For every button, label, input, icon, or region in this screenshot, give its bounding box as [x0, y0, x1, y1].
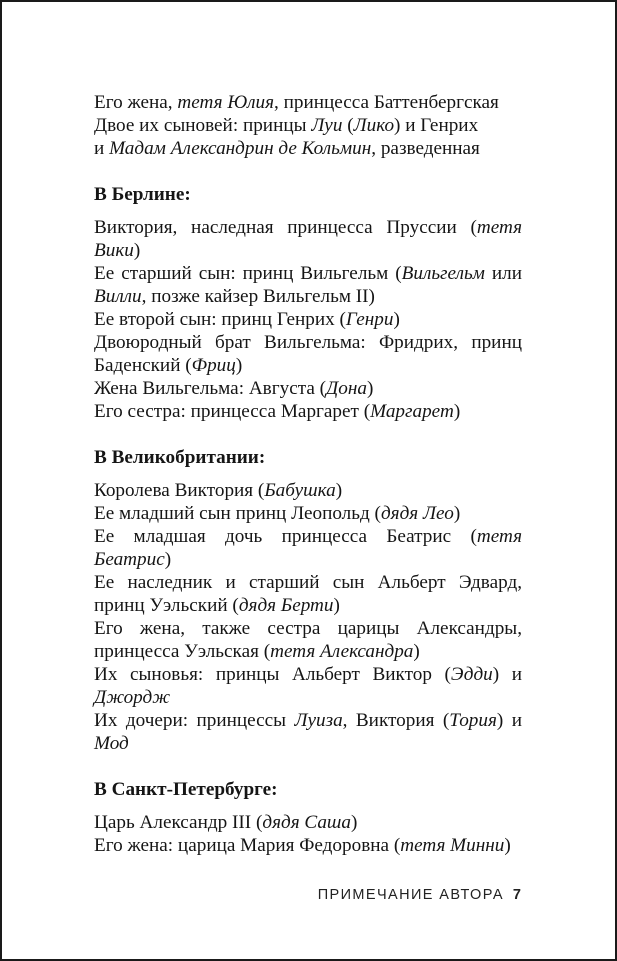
entry-line: [94, 525, 522, 571]
text-segment: , принцесса Баттенбергская: [274, 92, 499, 113]
text-segment: Царь Александр III (: [94, 812, 263, 833]
text-segment: , позже кайзер Вильгельм II): [141, 286, 375, 307]
page-number: 7: [512, 887, 521, 903]
italic-name: Луиза: [294, 710, 343, 731]
italic-name: тетя Вики: [94, 217, 522, 261]
text-segment: ): [453, 503, 461, 524]
text-segment: Ее младший сын принц Леопольд (: [94, 503, 381, 524]
text-segment: ): [351, 812, 358, 833]
page-footer: [318, 884, 521, 907]
section: [94, 446, 522, 755]
text-segment: Его жена, также сестра царицы Александры, принцесса Уэльская (: [94, 618, 522, 662]
text-segment: Ее второй сын: принц Генрих (: [94, 309, 346, 330]
text-segment: ): [133, 240, 141, 261]
italic-name: Мадам Александрин де Кольмин: [109, 138, 372, 159]
text-segment: или: [484, 263, 522, 284]
entry-line: [94, 216, 522, 262]
text-segment: Их сыновья: принцы Альберт Виктор (: [94, 664, 451, 685]
entry-line: [94, 834, 522, 857]
italic-name: Бабушка: [264, 480, 336, 501]
italic-name: Эдди: [450, 664, 493, 685]
entry-line: [94, 400, 522, 423]
section: [94, 91, 522, 160]
text-segment: ): [335, 480, 343, 501]
text-segment: (: [342, 115, 354, 136]
text-segment: ): [413, 641, 420, 662]
text-segment: ): [366, 378, 374, 399]
entry-line: [94, 331, 522, 377]
text-segment: Его жена: царица Мария Федоровна (: [94, 835, 401, 856]
italic-name: дядя Саша: [262, 812, 352, 833]
italic-name: Лико: [353, 115, 395, 136]
text-segment: Его сестра: принцесса Маргарет (: [94, 401, 371, 422]
section-heading: В Великобритании:: [94, 447, 266, 468]
entry-line: [94, 91, 522, 114]
italic-name: тетя Беатрис: [94, 526, 522, 570]
section-heading: В Санкт-Петербурге:: [94, 779, 278, 800]
text-segment: ) и: [492, 664, 522, 685]
running-title: ПРИМЕЧАНИЕ АВТОРА: [317, 887, 504, 903]
italic-name: тетя Юлия: [177, 92, 275, 113]
italic-name: дядя Лео: [380, 503, 454, 524]
entry-line: [94, 114, 522, 137]
text-segment: Королева Виктория (: [94, 480, 265, 501]
italic-name: Луи: [311, 115, 343, 136]
italic-name: дядя Берти: [238, 595, 334, 616]
text-segment: Ее младшая дочь принцесса Беатрис (: [94, 526, 477, 547]
italic-name: Джордж: [94, 687, 171, 708]
text-segment: и: [94, 138, 110, 159]
section-heading: В Берлине:: [94, 184, 191, 205]
entry-line: [94, 262, 522, 308]
entry-line: [94, 479, 522, 502]
text-segment: ) и Генрих: [394, 115, 479, 136]
entry-line: [94, 571, 522, 617]
text-segment: Двое их сыновей: принцы: [94, 115, 312, 136]
text-segment: Двоюродный брат Вильгельма: Фридрих, принц Баденский (: [94, 332, 522, 376]
text-segment: ): [164, 549, 172, 570]
italic-name: тетя Минни: [400, 835, 505, 856]
italic-name: Фриц: [191, 355, 236, 376]
section: [94, 183, 522, 423]
text-segment: ): [504, 835, 511, 856]
text-segment: Их дочери: принцессы: [94, 710, 295, 731]
entry-line: [94, 308, 522, 331]
text-segment: Ее наследник и старший сын Альберт Эдвард, принц Уэльский (: [94, 572, 522, 616]
italic-name: тетя Александра: [270, 641, 414, 662]
text-segment: ): [393, 309, 400, 330]
entry-line: [94, 663, 522, 709]
text-segment: , Виктория (: [342, 710, 450, 731]
text-segment: ): [453, 401, 461, 422]
text-segment: ): [235, 355, 243, 376]
italic-name: Дона: [326, 378, 367, 399]
entry-line: [94, 502, 522, 525]
text-segment: Виктория, наследная принцесса Пруссии (: [94, 217, 477, 238]
italic-name: Маргарет: [370, 401, 454, 422]
entry-line: [94, 709, 522, 755]
text-segment: ): [333, 595, 340, 616]
italic-name: Тория: [449, 710, 497, 731]
entry-line: [94, 811, 522, 834]
entry-line: [94, 137, 522, 160]
text-segment: Ее старший сын: принц Вильгельм (: [94, 263, 402, 284]
text-segment: , разведенная: [371, 138, 480, 159]
text-segment: ) и: [496, 710, 522, 731]
entry-line: [94, 617, 522, 663]
italic-name: Мод: [94, 733, 129, 754]
text-block: [94, 91, 522, 880]
italic-name: Вильгельм: [401, 263, 485, 284]
section: [94, 778, 522, 857]
text-segment: Его жена,: [94, 92, 178, 113]
italic-name: Генри: [345, 309, 394, 330]
italic-name: Вилли: [94, 286, 142, 307]
text-segment: Жена Вильгельма: Августа (: [94, 378, 327, 399]
entry-line: [94, 377, 522, 400]
